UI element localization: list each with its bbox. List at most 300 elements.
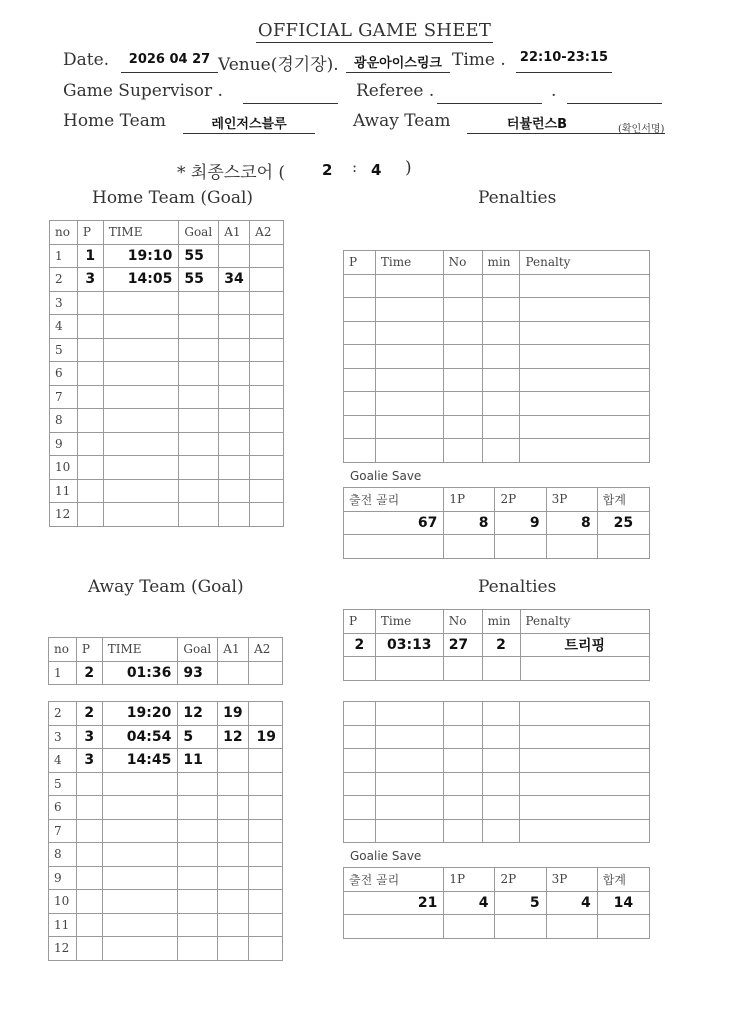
cell-goal[interactable] [178, 866, 218, 890]
cell-goal[interactable] [179, 479, 219, 503]
cell-p[interactable] [76, 890, 102, 914]
cell-a2[interactable] [249, 819, 283, 843]
cell-min[interactable] [482, 321, 520, 345]
cell-min[interactable] [482, 772, 520, 796]
away-penalties-table-top [343, 609, 650, 681]
cell-goal[interactable] [179, 503, 219, 527]
cell-a2[interactable] [250, 385, 284, 409]
time-label: Time . [452, 50, 506, 70]
cell-출전-골리[interactable]: 21 [344, 891, 444, 915]
cell-penalty[interactable] [520, 274, 650, 298]
cell-p[interactable]: 2 [344, 633, 376, 657]
home-goalie-save-title: Goalie Save [350, 469, 422, 483]
cell-goal[interactable] [179, 315, 219, 339]
header-cell-1p: 1P [444, 488, 495, 512]
cell-time[interactable] [375, 657, 443, 681]
cell-time[interactable] [375, 345, 443, 369]
cell-3p[interactable] [546, 915, 597, 939]
table-row [50, 385, 284, 409]
cell-time[interactable]: 14:45 [102, 749, 178, 773]
cell-p[interactable] [77, 409, 103, 433]
cell-time[interactable] [375, 298, 443, 322]
cell-penalty[interactable] [520, 796, 650, 820]
cell-min[interactable] [482, 725, 520, 749]
home-penalties-table [343, 250, 650, 463]
cell-p[interactable]: 3 [76, 725, 102, 749]
away-penalties-table-bottom [343, 701, 650, 843]
cell-no: 8 [50, 409, 78, 433]
cell-3p[interactable]: 4 [546, 891, 597, 915]
table-row [344, 749, 650, 773]
cell-time[interactable] [103, 338, 179, 362]
table-row [344, 657, 650, 681]
cell-time[interactable] [103, 456, 179, 480]
cell-time[interactable] [375, 321, 443, 345]
cell-a2[interactable]: 19 [249, 725, 283, 749]
cell-p[interactable] [344, 819, 376, 843]
cell-no[interactable] [443, 657, 482, 681]
cell-합계[interactable] [597, 535, 649, 559]
cell-a1[interactable] [219, 409, 250, 433]
cell-time[interactable] [375, 274, 443, 298]
cell-time[interactable] [375, 702, 443, 726]
cell-penalty[interactable] [520, 321, 650, 345]
cell-min[interactable]: 2 [482, 633, 520, 657]
referee-field-1[interactable] [437, 81, 542, 104]
cell-penalty[interactable] [520, 439, 650, 463]
cell-a1[interactable] [219, 291, 250, 315]
cell-no[interactable]: 27 [443, 633, 482, 657]
cell-no: 1 [49, 661, 77, 685]
cell-a2[interactable] [250, 268, 284, 292]
cell-1p[interactable]: 4 [444, 891, 495, 915]
cell-p[interactable] [344, 345, 376, 369]
cell-penalty[interactable] [520, 415, 650, 439]
cell-a1[interactable] [219, 479, 250, 503]
cell-time[interactable] [375, 749, 443, 773]
cell-p[interactable] [76, 819, 102, 843]
cell-min[interactable] [482, 702, 520, 726]
cell-p[interactable] [76, 796, 102, 820]
cell-time[interactable]: 14:05 [103, 268, 179, 292]
cell-2p[interactable]: 9 [495, 511, 546, 535]
away-goals-table-top [48, 637, 283, 685]
cell-goal[interactable]: 55 [179, 268, 219, 292]
referee-field-2[interactable] [567, 81, 662, 104]
cell-goal[interactable] [179, 432, 219, 456]
table-header-row [344, 868, 650, 892]
cell-p[interactable] [77, 338, 103, 362]
cell-출전-골리[interactable] [344, 535, 444, 559]
table-row [344, 633, 650, 657]
cell-penalty[interactable] [520, 392, 650, 416]
cell-penalty[interactable] [520, 702, 650, 726]
cell-p[interactable]: 3 [77, 268, 103, 292]
header-cell-a1: A1 [219, 221, 250, 245]
cell-time[interactable]: 19:20 [102, 702, 178, 726]
cell-p[interactable] [77, 291, 103, 315]
cell-a1[interactable]: 19 [218, 702, 249, 726]
cell-p[interactable]: 2 [76, 702, 102, 726]
cell-no: 5 [50, 338, 78, 362]
cell-p[interactable] [344, 796, 376, 820]
cell-a1[interactable] [218, 866, 249, 890]
cell-no[interactable] [443, 298, 482, 322]
cell-time[interactable] [375, 796, 443, 820]
table-row [49, 749, 283, 773]
cell-p[interactable] [344, 772, 376, 796]
cell-1p[interactable] [444, 535, 495, 559]
cell-penalty[interactable] [520, 772, 650, 796]
cell-합계[interactable]: 25 [597, 511, 649, 535]
cell-time[interactable]: 03:13 [375, 633, 443, 657]
cell-2p[interactable] [495, 915, 546, 939]
venue-label: Venue(경기장). [218, 55, 339, 75]
supervisor-field[interactable] [243, 81, 338, 104]
table-row [50, 315, 284, 339]
table-header-row [49, 638, 283, 662]
cell-min[interactable] [482, 796, 520, 820]
cell-goal[interactable] [179, 338, 219, 362]
cell-a1[interactable] [219, 315, 250, 339]
cell-goal[interactable] [178, 796, 218, 820]
cell-no: 9 [49, 866, 77, 890]
supervisor-label: Game Supervisor . [63, 81, 223, 101]
table-row [49, 661, 283, 685]
cell-no[interactable] [443, 725, 482, 749]
cell-a2[interactable] [250, 503, 284, 527]
cell-a2[interactable] [250, 362, 284, 386]
cell-time[interactable] [102, 819, 178, 843]
cell-penalty[interactable] [520, 819, 650, 843]
cell-p[interactable] [77, 503, 103, 527]
cell-p[interactable] [344, 321, 376, 345]
cell-p[interactable] [344, 298, 376, 322]
cell-합계[interactable]: 14 [597, 891, 649, 915]
table-row [50, 268, 284, 292]
cell-출전-골리[interactable] [344, 915, 444, 939]
cell-no: 10 [50, 456, 78, 480]
cell-p[interactable] [77, 432, 103, 456]
cell-time[interactable] [102, 937, 178, 961]
cell-3p[interactable] [546, 535, 597, 559]
cell-a1[interactable] [218, 890, 249, 914]
cell-a2[interactable] [250, 291, 284, 315]
cell-2p[interactable] [495, 535, 546, 559]
cell-합계[interactable] [597, 915, 649, 939]
cell-p[interactable] [76, 843, 102, 867]
cell-time[interactable] [102, 772, 178, 796]
cell-a1[interactable] [218, 749, 249, 773]
cell-time[interactable] [375, 439, 443, 463]
header-cell-no: No [443, 251, 482, 275]
cell-a2[interactable] [250, 456, 284, 480]
cell-no[interactable] [443, 819, 482, 843]
cell-penalty[interactable]: 트리핑 [520, 633, 650, 657]
cell-a2[interactable] [249, 890, 283, 914]
table-header-row [50, 221, 284, 245]
cell-a1[interactable] [218, 661, 249, 685]
header-cell-time: Time [375, 251, 443, 275]
cell-time[interactable] [375, 772, 443, 796]
cell-a1[interactable] [218, 843, 249, 867]
cell-time[interactable] [103, 315, 179, 339]
cell-no: 12 [49, 937, 77, 961]
table-row [50, 456, 284, 480]
cell-goal[interactable] [178, 890, 218, 914]
cell-p[interactable] [77, 362, 103, 386]
cell-penalty[interactable] [520, 345, 650, 369]
cell-penalty[interactable] [520, 749, 650, 773]
table-row [49, 702, 283, 726]
cell-goal[interactable]: 11 [178, 749, 218, 773]
cell-p[interactable] [344, 749, 376, 773]
cell-time[interactable] [103, 479, 179, 503]
cell-time[interactable] [102, 866, 178, 890]
cell-no[interactable] [443, 321, 482, 345]
cell-a1[interactable] [218, 913, 249, 937]
cell-no[interactable] [443, 772, 482, 796]
cell-a2[interactable] [249, 796, 283, 820]
table-row [344, 915, 650, 939]
cell-no[interactable] [443, 274, 482, 298]
cell-a2[interactable] [249, 772, 283, 796]
cell-1p[interactable] [444, 915, 495, 939]
cell-no[interactable] [443, 415, 482, 439]
cell-3p[interactable]: 8 [546, 511, 597, 535]
cell-a1[interactable] [218, 937, 249, 961]
cell-time[interactable] [102, 843, 178, 867]
table-row [344, 368, 650, 392]
home-goals-title: Home Team (Goal) [92, 188, 254, 208]
cell-a2[interactable] [250, 315, 284, 339]
cell-p[interactable] [344, 274, 376, 298]
cell-1p[interactable]: 8 [444, 511, 495, 535]
table-row [344, 439, 650, 463]
header-cell-3p: 3P [546, 868, 597, 892]
table-row [49, 725, 283, 749]
cell-goal[interactable] [179, 291, 219, 315]
cell-p[interactable] [344, 368, 376, 392]
header-cell-penalty: Penalty [520, 251, 650, 275]
cell-p[interactable]: 3 [76, 749, 102, 773]
away-team-value: 터뷸런스B [506, 117, 568, 132]
cell-a1[interactable] [219, 432, 250, 456]
cell-a1[interactable] [218, 819, 249, 843]
cell-p[interactable] [344, 657, 376, 681]
cell-출전-골리[interactable]: 67 [344, 511, 444, 535]
cell-a2[interactable] [249, 843, 283, 867]
cell-p[interactable] [77, 385, 103, 409]
cell-p[interactable] [344, 415, 376, 439]
cell-time[interactable] [103, 503, 179, 527]
table-row [344, 298, 650, 322]
cell-a2[interactable] [249, 702, 283, 726]
cell-a2[interactable] [250, 432, 284, 456]
cell-p[interactable] [77, 456, 103, 480]
final-score-separator: : [352, 158, 358, 176]
cell-time[interactable]: 04:54 [102, 725, 178, 749]
cell-min[interactable] [482, 392, 520, 416]
cell-p[interactable]: 1 [77, 244, 103, 268]
cell-time[interactable]: 19:10 [103, 244, 179, 268]
cell-no: 11 [49, 913, 77, 937]
table-row [49, 890, 283, 914]
cell-min[interactable] [482, 368, 520, 392]
cell-goal[interactable]: 12 [178, 702, 218, 726]
cell-a1[interactable] [219, 503, 250, 527]
cell-p[interactable] [77, 315, 103, 339]
cell-a2[interactable] [249, 749, 283, 773]
cell-min[interactable] [482, 657, 520, 681]
cell-time[interactable] [103, 409, 179, 433]
cell-a2[interactable] [250, 338, 284, 362]
cell-a2[interactable] [249, 937, 283, 961]
cell-a2[interactable] [249, 661, 283, 685]
table-row [49, 913, 283, 937]
cell-goal[interactable] [178, 772, 218, 796]
cell-no: 6 [50, 362, 78, 386]
cell-time[interactable] [103, 362, 179, 386]
table-row [344, 392, 650, 416]
cell-p[interactable] [344, 392, 376, 416]
cell-goal[interactable] [178, 937, 218, 961]
cell-2p[interactable]: 5 [495, 891, 546, 915]
cell-no[interactable] [443, 392, 482, 416]
cell-a2[interactable] [250, 479, 284, 503]
cell-penalty[interactable] [520, 368, 650, 392]
header-cell-penalty: Penalty [520, 610, 650, 634]
table-row [50, 432, 284, 456]
header-cell-2p: 2P [495, 488, 546, 512]
cell-p[interactable] [344, 439, 376, 463]
cell-time[interactable] [103, 385, 179, 409]
cell-no: 6 [49, 796, 77, 820]
cell-a2[interactable] [250, 244, 284, 268]
header-cell-2p: 2P [495, 868, 546, 892]
cell-no: 7 [50, 385, 78, 409]
cell-p[interactable] [77, 479, 103, 503]
cell-a1[interactable] [219, 456, 250, 480]
table-row [344, 345, 650, 369]
cell-min[interactable] [482, 274, 520, 298]
cell-min[interactable] [482, 298, 520, 322]
header-cell-a2: A2 [250, 221, 284, 245]
cell-a1[interactable] [219, 338, 250, 362]
cell-penalty[interactable] [520, 657, 650, 681]
table-row [49, 843, 283, 867]
cell-penalty[interactable] [520, 298, 650, 322]
cell-a1[interactable] [219, 244, 250, 268]
cell-goal[interactable] [178, 913, 218, 937]
cell-no[interactable] [443, 796, 482, 820]
cell-time[interactable] [102, 913, 178, 937]
final-score-close: ) [405, 158, 412, 178]
cell-p[interactable]: 2 [76, 661, 102, 685]
cell-a2[interactable] [249, 913, 283, 937]
cell-min[interactable] [482, 819, 520, 843]
cell-time[interactable] [103, 432, 179, 456]
cell-a1[interactable] [218, 796, 249, 820]
cell-min[interactable] [482, 345, 520, 369]
cell-goal[interactable] [178, 843, 218, 867]
home-team-value: 레인저스블루 [211, 117, 287, 132]
cell-a1[interactable]: 12 [218, 725, 249, 749]
cell-no[interactable] [443, 345, 482, 369]
cell-time[interactable] [375, 368, 443, 392]
cell-goal[interactable] [179, 362, 219, 386]
cell-min[interactable] [482, 749, 520, 773]
cell-a1[interactable]: 34 [219, 268, 250, 292]
cell-time[interactable] [375, 725, 443, 749]
cell-goal[interactable] [179, 409, 219, 433]
cell-a1[interactable] [219, 362, 250, 386]
cell-time[interactable] [102, 796, 178, 820]
cell-no[interactable] [443, 368, 482, 392]
signature-note: (확인서명) [618, 124, 665, 135]
cell-penalty[interactable] [520, 725, 650, 749]
home-goals-table [49, 220, 284, 527]
cell-no: 8 [49, 843, 77, 867]
cell-goal[interactable] [179, 385, 219, 409]
header-cell-min: min [482, 251, 520, 275]
cell-goal[interactable]: 5 [178, 725, 218, 749]
cell-p[interactable] [76, 866, 102, 890]
final-score-away: 4 [371, 161, 382, 179]
referee-label: Referee . [356, 81, 435, 101]
cell-min[interactable] [482, 439, 520, 463]
cell-no: 4 [49, 749, 77, 773]
cell-no[interactable] [443, 439, 482, 463]
cell-time[interactable] [102, 890, 178, 914]
cell-time[interactable]: 01:36 [102, 661, 178, 685]
cell-a2[interactable] [250, 409, 284, 433]
cell-a2[interactable] [249, 866, 283, 890]
cell-time[interactable] [103, 291, 179, 315]
cell-p[interactable] [76, 913, 102, 937]
cell-goal[interactable] [179, 456, 219, 480]
table-row [49, 937, 283, 961]
cell-no[interactable] [443, 749, 482, 773]
table-row [49, 866, 283, 890]
cell-no: 3 [50, 291, 78, 315]
table-row [50, 409, 284, 433]
cell-goal[interactable]: 55 [179, 244, 219, 268]
cell-a1[interactable] [218, 772, 249, 796]
header-cell-a2: A2 [249, 638, 283, 662]
cell-time[interactable] [375, 819, 443, 843]
cell-p[interactable] [344, 702, 376, 726]
cell-p[interactable] [344, 725, 376, 749]
cell-no: 12 [50, 503, 78, 527]
cell-no[interactable] [443, 702, 482, 726]
cell-time[interactable] [375, 415, 443, 439]
cell-a1[interactable] [219, 385, 250, 409]
home-goalie-table [343, 487, 650, 559]
cell-goal[interactable]: 93 [178, 661, 218, 685]
header-cell-p: P [344, 251, 376, 275]
cell-goal[interactable] [178, 819, 218, 843]
table-row [344, 725, 650, 749]
cell-time[interactable] [375, 392, 443, 416]
header-cell-3p: 3P [546, 488, 597, 512]
cell-p[interactable] [76, 772, 102, 796]
date-label: Date. [63, 50, 110, 70]
cell-min[interactable] [482, 415, 520, 439]
cell-p[interactable] [76, 937, 102, 961]
referee-separator: . [551, 81, 557, 101]
final-score-label: * 최종스코어 ( [177, 163, 286, 183]
